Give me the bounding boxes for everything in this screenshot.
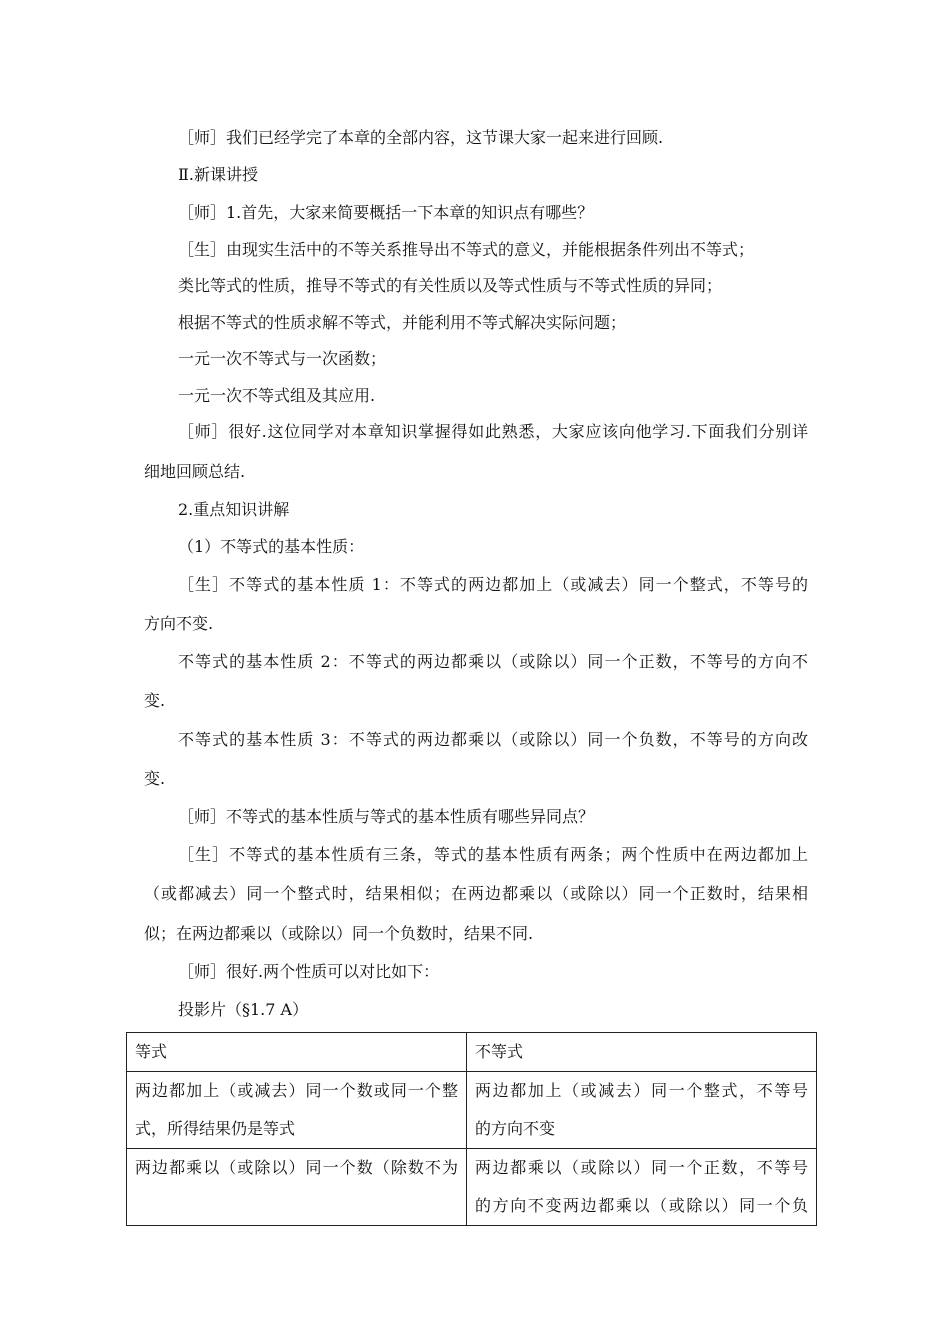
paragraph: 根据不等式的性质求解不等式，并能利用不等式解决实际问题； <box>178 313 627 332</box>
table-header-cell <box>127 1033 467 1072</box>
paragraph-continuation: 细地回顾总结. <box>144 462 246 481</box>
cell-line: 两边都乘以（或除以）同一个数（除数不为 <box>135 1158 458 1177</box>
paragraph: ［生］由现实生活中的不等关系推导出不等式的意义，并能根据条件列出不等式； <box>178 240 755 259</box>
header-equation: 等式 <box>135 1042 168 1061</box>
paragraph-continuation: 变. <box>144 769 166 788</box>
paragraph: 一元一次不等式与一次函数； <box>178 349 387 368</box>
subsection-heading: （1）不等式的基本性质： <box>178 537 365 556</box>
table-header-row <box>127 1033 817 1072</box>
paragraph: ［生］不等式的基本性质 1：不等式的两边都加上（或减去）同一个整式，不等号的 <box>178 575 808 594</box>
paragraph-continuation: 似；在两边都乘以（或除以）同一个负数时，结果不同. <box>144 924 534 943</box>
table-cell <box>127 1072 467 1149</box>
paragraph-continuation: （或都减去）同一个整式时，结果相似；在两边都乘以（或除以）同一个正数时，结果相 <box>144 884 808 903</box>
paragraph-continuation: 方向不变. <box>144 614 214 633</box>
table-header-cell <box>467 1033 817 1072</box>
cell-line: 的方向不变 <box>475 1119 556 1138</box>
paragraph: ［师］我们已经学完了本章的全部内容，这节课大家一起来进行回顾. <box>178 128 664 147</box>
paragraph-continuation: 变. <box>144 691 166 710</box>
paragraph: ［师］1.首先，大家来简要概括一下本章的知识点有哪些？ <box>178 203 594 222</box>
paragraph: ［师］很好.这位同学对本章知识掌握得如此熟悉，大家应该向他学习.下面我们分别详 <box>178 422 808 441</box>
paragraph: ［生］不等式的基本性质有三条，等式的基本性质有两条；两个性质中在两边都加上 <box>178 845 808 864</box>
paragraph: 类比等式的性质，推导不等式的有关性质以及等式性质与不等式性质的异同； <box>178 276 723 295</box>
section-heading: 2.重点知识讲解 <box>178 500 290 519</box>
cell-line: 两边都乘以（或除以）同一个正数，不等号 <box>475 1158 808 1177</box>
cell-line: 的方向不变两边都乘以（或除以）同一个负 <box>475 1196 808 1215</box>
table-row <box>127 1072 817 1149</box>
comparison-table <box>126 1032 817 1226</box>
paragraph: 不等式的基本性质 2：不等式的两边都乘以（或除以）同一个正数，不等号的方向不 <box>178 652 808 671</box>
table-row <box>127 1149 817 1226</box>
paragraph: 一元一次不等式组及其应用. <box>178 386 376 405</box>
cell-line: 两边都加上（或减去）同一个数或同一个整 <box>135 1081 458 1100</box>
cell-line: 式，所得结果仍是等式 <box>135 1119 296 1138</box>
header-inequality: 不等式 <box>475 1042 524 1061</box>
table-cell <box>127 1149 467 1226</box>
projection-label: 投影片（§1.7 A） <box>178 1000 309 1019</box>
table-cell <box>467 1149 817 1226</box>
section-heading: Ⅱ.新课讲授 <box>178 165 258 184</box>
paragraph: 不等式的基本性质 3：不等式的两边都乘以（或除以）同一个负数，不等号的方向改 <box>178 730 808 749</box>
paragraph: ［师］很好.两个性质可以对比如下： <box>178 962 440 981</box>
table-cell <box>467 1072 817 1149</box>
cell-line: 两边都加上（或减去）同一个整式，不等号 <box>475 1081 808 1100</box>
paragraph: ［师］不等式的基本性质与等式的基本性质有哪些异同点？ <box>178 807 595 826</box>
